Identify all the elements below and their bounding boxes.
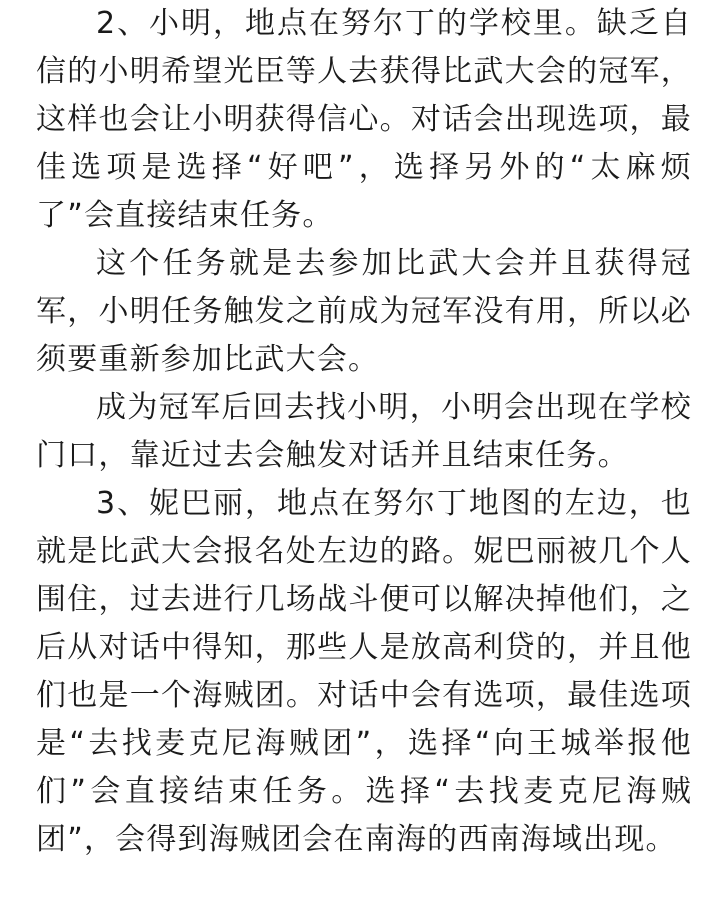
paragraph-quest-3-intro: 3、妮巴丽，地点在努尔丁地图的左边，也就是比武大会报名处左边的路。妮巴丽被几个人围住，过去进行几场战斗便可以解决掉他们，之后从对话中得知，那些人是放高利贷的，并且他们也是一个海贼团。对话中会有选项，最佳选项是“去找麦克尼海贼团”，选择“向王城举报他们”会直接结束任务。选择“去找麦克尼海贼团”，会得到海贼团会在南海的西南海域出现。 bbox=[36, 486, 692, 857]
paragraph-quest-2-finish: 成为冠军后回去找小明，小明会出现在学校门口，靠近过去会触发对话并且结束任务。 bbox=[36, 390, 692, 473]
document-body bbox=[36, 0, 692, 864]
paragraph-quest-2-intro: 2、小明，地点在努尔丁的学校里。缺乏自信的小明希望光臣等人去获得比武大会的冠军，这样也会让小明获得信心。对话会出现选项，最佳选项是选择“好吧”，选择另外的“太麻烦了”会直接结束任务。 bbox=[36, 6, 692, 233]
paragraph-quest-2-task: 这个任务就是去参加比武大会并且获得冠军，小明任务触发之前成为冠军没有用，所以必须要重新参加比武大会。 bbox=[36, 246, 692, 377]
